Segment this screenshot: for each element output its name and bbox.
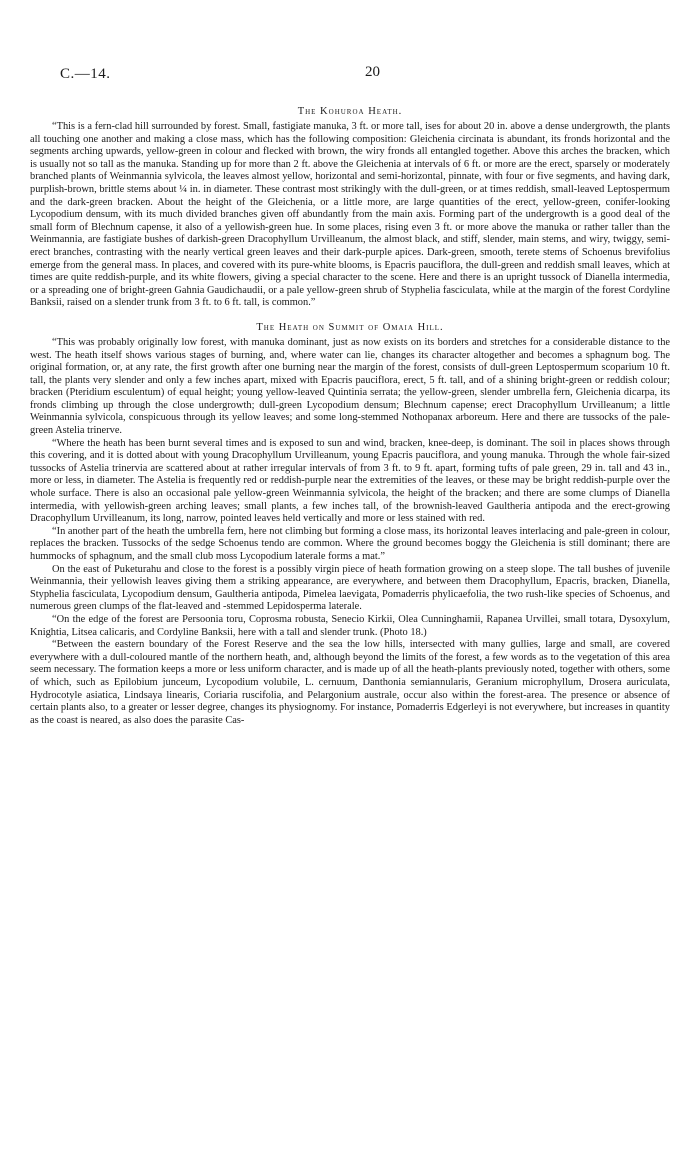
document-reference: C.—14. xyxy=(60,66,111,82)
paragraph: “Between the eastern boundary of the Forest Reserve and the sea the low hills, intersected with many gullies, large and small, are covered everywhere with a dull-coloured mantle of the northern heath, and, although beyond the limits of the forest, a few words as to the vegetation of this area seem necessary. The formation keeps a more or less uniform character, and is made up of all the heath-plants previously noted, together with others, some of which, such as Epilobium junceum, Lycopodium volubile, L. cernuum, Danthonia semiannularis, Geranium microphyllum, Drosera auriculata, Hydrocotyle asiatica, Lindsaya linearis, Coriaria ruscifolia, and Pelargonium australe, occur also within the forest-area. The presence or absence of certain plants also, to a greater or lesser degree, changes its physiognomy. For instance, Pomaderris Edgerleyi is not everywhere, but increases in quantity as the coast is neared, as also does the parasite Cas- xyxy=(30,639,670,726)
page-header xyxy=(30,62,670,84)
paragraph: “This is a fern-clad hill surrounded by forest. Small, fastigiate manuka, 3 ft. or more tall, ises for about 20 in. above a dense undergrowth, the plants all touching one another and making a close mass, which has the following composition: Gleichenia circinata is abundant, its fronds horizontal and the segments arching upwards, yellow-green in colour and flecked with brown, the wiry fronds all entangled together. Above this arches the bracken, which is usually not so tall as the manuka. Standing up for more than 2 ft. above the Gleichenia at intervals of 6 ft. or more are the erect, sparsely or moderately branched plants of Weinmannia sylvicola, the leaves almost yellow, horizontal and semi-horizontal, pinnate, with four or five segments, and having dark, purplish-brown, brittle stems about ¼ in. in diameter. These contrast most strikingly with the dull-green, or at times reddish, small-leaved Leptospermum and the dark-green bracken. About the height of the Gleichenia, or a little more, are large quantities of the erect, yellow-green, conifer-looking Lycopodium densum, with its much divided branches given off abundantly from the main axis. Forming part of the undergrowth is a good deal of the small form of Blechnum capense, it also of a yellowish-green hue. In some places, rising even 3 ft. or more above the manuka or rather taller than the Weinmannia, are fastigiate bushes of darkish-green Dracophyllum Urvilleanum, the almost black, and stiff, slender, main stems, and wiry, twiggy, semi-erect branches, contrasting with the nearly vertical green leaves and their dark-purple apices. Dark-green, smooth, terete stems of Schoenus brevifolius emerge from the general mass. In places, and covered with its pure-white blooms, is Epacris pauciflora, the dull-green and reddish small leaves, which at times are quite reddish-purple, and its white flowers, giving a special character to the scene. Here and there is an upright tussock of Dianella intermedia, or a spreading one of bright-green Gahnia Gaudichaudii, or a pale yellow-green shrub of Styphelia fasciculata, while at the margin of the forest Cordyline Banksii, raised on a slender trunk from 3 ft. to 6 ft. tall, is common.” xyxy=(30,121,670,309)
paragraph: “This was probably originally low forest, with manuka dominant, just as now exists on its borders and stretches for a considerable distance to the west. The heath itself shows various stages of burning, and, where water can lie, changes its character altogether and becomes a sphagnum bog. The original formation, or, at any rate, the first growth after one burning near the margin of the forest, consists of dull-green Leptospermum scoparium 10 ft. tall, the plants very slender and only a few inches apart, mixed with Epacris pauciflora, erect, 5 ft. tall, and of a shining bright-green or reddish colour; bracken (Pteridium esculentum) of equal height; young yellow-leaved Quintinia serrata; the yellow-green, slender umbrella fern, Gleichenia dicarpa, its fronds climbing up through the close undergrowth; dull-green Lycopodium densum; Blechnum capense; erect Dracophyllum Urvilleanum; a little Weinmannia sylvicola, conspicuous through its yellow leaves; and some long-stemmed Nothopanax arboreum. Here and there are tussocks of the pale-green Astelia trinerve. xyxy=(30,336,670,437)
section-title-kohuroa-heath: The Kohuroa Heath. xyxy=(297,106,403,117)
paragraph: “Where the heath has been burnt several times and is exposed to sun and wind, bracken, knee-deep, is dominant. The soil in places shows through this covering, and it is dotted about with young Dracophyllum Urvilleanum, young Epacris pauciflora, and young manuka. Through the whole fair-sized tussocks of Astelia trinervia are scattered about at rather irregular intervals of from 3 ft. to 9 ft. apart, forming tufts of pale green, 29 in. tall and 43 in., more or less, in diameter. The Astelia is frequently red or reddish-purple near the extremities of the leaves, or these may be bright reddish-purple over the whole surface. There is also an occasional pale yellow-green Weinmannia sylvicola, the height of the bracken; and there are some clumps of Dianella intermedia, with yellowish-green arching leaves; small plants, a few inches tall, of the brownish-leaved Gaultheria antipoda and the erect-growing Dracophyllum Urvilleanum, its long, narrow, pointed leaves held vertically and more or less stained with red. xyxy=(30,437,670,525)
section-title-omaia-hill: The Heath on Summit of Omaia Hill. xyxy=(256,321,444,333)
paragraph: “On the edge of the forest are Persoonia toru, Coprosma robusta, Senecio Kirkii, Olea Cunninghamii, Rapanea Urvillei, small totara, Dysoxylum, Knightia, Litsea calicaris, and Cordyline Banksii, here with a tall and slender trunk. (Photo 18.) xyxy=(30,613,670,638)
page-number: 20 xyxy=(365,64,380,80)
paragraph: On the east of Puketurahu and close to the forest is a possibly virgin piece of heath formation growing on a steep slope. The tall bushes of juvenile Weinmannia, their yellowish leaves giving them a striking appearance, are everywhere, and between them Dracophyllum, Epacris, bracken, Dianella, Styphelia fasciculata, Lycopodium densum, Gaultheria antipoda, Pimelea laevigata, Pomaderris phylicaefolia, the two rush-like species of Schoenus, and numerous green clumps of the flat-leaved and -stemmed Lepidosperma laterale. xyxy=(30,563,670,613)
paragraph: “In another part of the heath the umbrella fern, here not climbing but forming a close mass, its horizontal leaves interlacing and pale-green in colour, replaces the bracken. Tussocks of the sedge Schoenus tendo are common. Where the ground becomes boggy the Gleichenia is still dominant; there are hummocks of sphagnum, and the small club moss Lycopodium laterale forms a mat.” xyxy=(30,525,670,562)
